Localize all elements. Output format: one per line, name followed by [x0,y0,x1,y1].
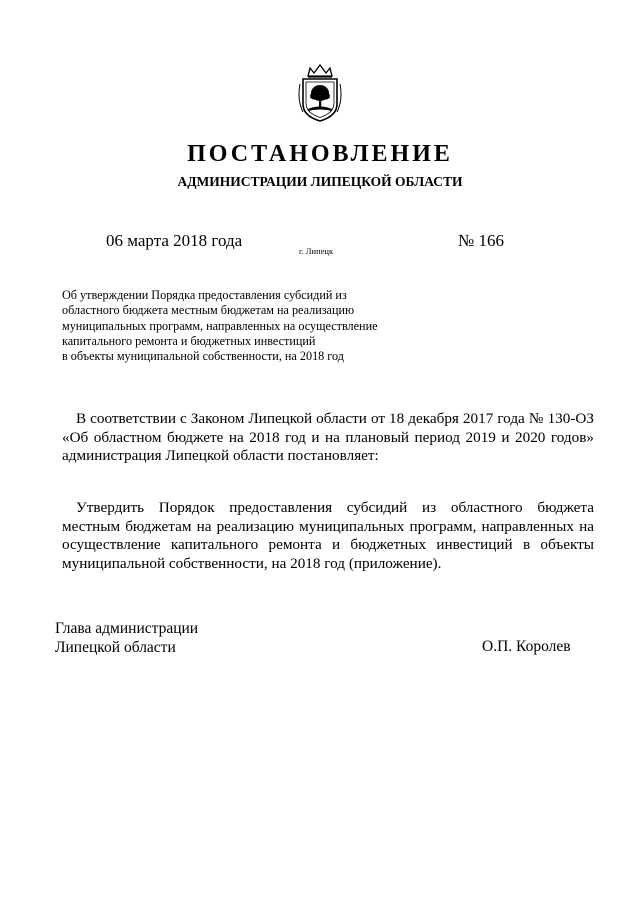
document-number: № 166 [458,231,504,250]
paragraph-line: муниципальной собственности, на 2018 год (приложение). [62,554,442,572]
subject-line: в объекты муниципальной собственности, на 2018 год [62,349,344,364]
subject-block [62,288,402,364]
signatory-position-line: Глава администрации [55,620,199,637]
subject-line: областного бюджета местным бюджетам на реализацию [62,303,355,318]
document-city: г. Липецк [299,246,334,256]
signatory-name: О.П. Королев [482,638,571,655]
signatory-position [55,620,198,657]
signatory-position-line: Липецкой области [55,638,176,656]
subject-line: Об утверждении Порядка предоставления субсидий из [62,288,347,302]
coat-of-arms-icon [294,62,346,124]
paragraph-line: Утвердить Порядок предоставления субсидий из областного бюджета [76,499,594,516]
paragraph-line: В соответствии с Законом Липецкой области от 18 декабря 2017 года № 130-ОЗ [76,410,594,427]
resolution-paragraph [62,499,594,573]
document-date: 06 марта 2018 года [106,231,243,250]
subject-line: капитального ремонта и бюджетных инвестиций [62,333,316,348]
paragraph-line: администрация Липецкой области постановляет: [62,447,379,464]
preamble-paragraph [62,410,594,466]
document-title: ПОСТАНОВЛЕНИЕ [187,141,453,167]
subject-line: муниципальных программ, направленных на осуществление [62,318,378,333]
paragraph-line: местным бюджетам на реализацию муниципальных программ, направленных на [62,517,594,535]
document-subtitle: АДМИНИСТРАЦИИ ЛИПЕЦКОЙ ОБЛАСТИ [177,174,463,189]
paragraph-line: «Об областном бюджете на 2018 год и на плановый период 2019 и 2020 годов» [62,428,594,446]
paragraph-line: осуществление капитального ремонта и бюджетных инвестиций в объекты [62,536,594,553]
